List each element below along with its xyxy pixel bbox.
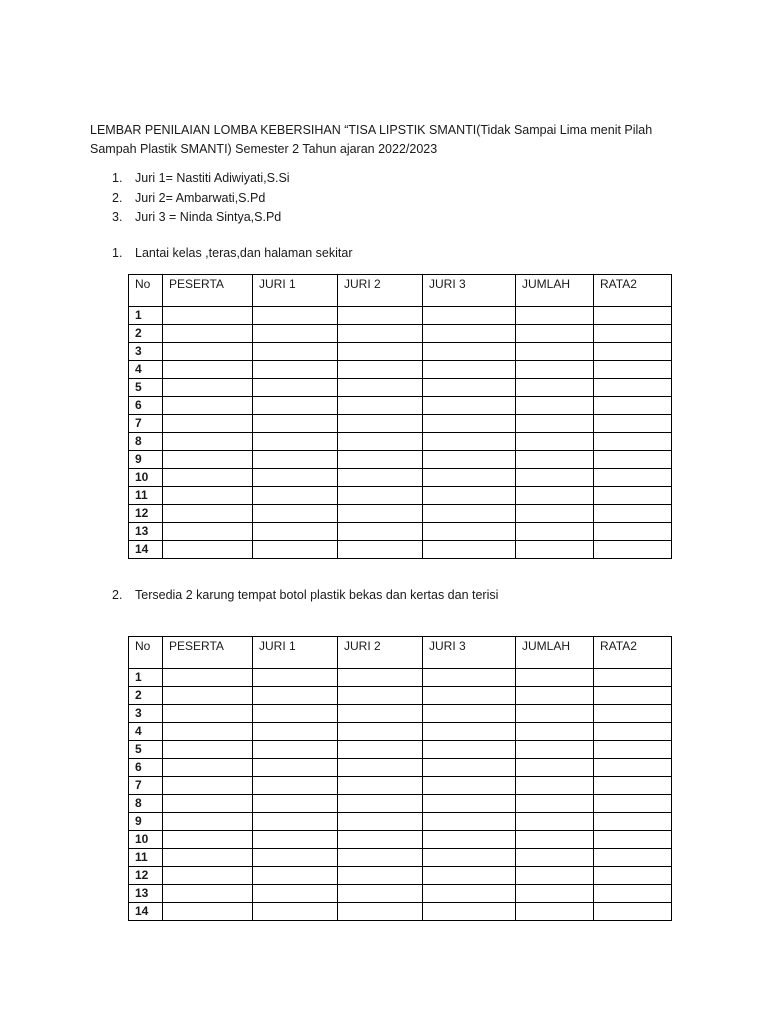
score-cell[interactable] — [253, 433, 338, 451]
score-cell[interactable] — [163, 867, 253, 885]
judge-name: Juri 3 = Ninda Sintya,S.Pd — [135, 210, 282, 224]
row-number: 13 — [129, 885, 163, 903]
table-row — [129, 487, 672, 505]
score-cell[interactable] — [516, 505, 594, 523]
score-cell[interactable] — [338, 505, 423, 523]
score-cell[interactable] — [594, 469, 672, 487]
score-cell[interactable] — [253, 343, 338, 361]
column-header: JURI 3 — [423, 637, 516, 669]
score-cell[interactable] — [423, 759, 516, 777]
score-cell[interactable] — [338, 723, 423, 741]
score-cell[interactable] — [516, 759, 594, 777]
score-cell[interactable] — [338, 433, 423, 451]
column-header: RATA2 — [594, 275, 672, 307]
score-cell[interactable] — [423, 523, 516, 541]
score-cell[interactable] — [253, 795, 338, 813]
score-cell[interactable] — [338, 541, 423, 559]
list-number: 3. — [112, 210, 123, 224]
score-cell[interactable] — [516, 813, 594, 831]
score-cell[interactable] — [516, 795, 594, 813]
score-cell[interactable] — [423, 777, 516, 795]
score-table — [128, 274, 672, 559]
score-cell[interactable] — [516, 325, 594, 343]
score-cell[interactable] — [163, 487, 253, 505]
score-cell[interactable] — [423, 867, 516, 885]
score-cell[interactable] — [253, 705, 338, 723]
section-text: Tersedia 2 karung tempat botol plastik bekas dan kertas dan terisi — [135, 588, 499, 602]
score-cell[interactable] — [516, 433, 594, 451]
score-cell[interactable] — [594, 415, 672, 433]
score-cell[interactable] — [594, 669, 672, 687]
score-cell[interactable] — [516, 307, 594, 325]
score-cell[interactable] — [423, 505, 516, 523]
score-cell[interactable] — [253, 541, 338, 559]
score-cell[interactable] — [338, 469, 423, 487]
score-cell[interactable] — [253, 397, 338, 415]
score-cell[interactable] — [338, 397, 423, 415]
column-header: JURI 1 — [253, 637, 338, 669]
score-cell[interactable] — [338, 903, 423, 921]
row-number: 2 — [129, 325, 163, 343]
score-cell[interactable] — [163, 849, 253, 867]
row-number: 10 — [129, 831, 163, 849]
score-cell[interactable] — [338, 307, 423, 325]
score-cell[interactable] — [338, 379, 423, 397]
score-cell[interactable] — [253, 505, 338, 523]
row-number: 13 — [129, 523, 163, 541]
score-cell[interactable] — [163, 325, 253, 343]
score-cell[interactable] — [423, 849, 516, 867]
score-cell[interactable] — [423, 687, 516, 705]
column-header: JURI 2 — [338, 275, 423, 307]
table-row — [129, 885, 672, 903]
score-cell[interactable] — [338, 813, 423, 831]
score-cell[interactable] — [423, 361, 516, 379]
score-cell[interactable] — [423, 307, 516, 325]
score-cell[interactable] — [338, 669, 423, 687]
section-heading — [112, 588, 498, 602]
score-cell[interactable] — [516, 705, 594, 723]
table-header-row — [129, 637, 672, 669]
score-cell[interactable] — [516, 451, 594, 469]
score-cell[interactable] — [516, 523, 594, 541]
column-header: JUMLAH — [516, 275, 594, 307]
row-number: 5 — [129, 741, 163, 759]
score-cell[interactable] — [516, 741, 594, 759]
row-number: 8 — [129, 433, 163, 451]
score-cell[interactable] — [163, 885, 253, 903]
score-cell[interactable] — [338, 415, 423, 433]
row-number: 1 — [129, 669, 163, 687]
score-cell[interactable] — [594, 885, 672, 903]
score-cell[interactable] — [594, 433, 672, 451]
column-header: JURI 3 — [423, 275, 516, 307]
score-cell[interactable] — [253, 307, 338, 325]
score-cell[interactable] — [594, 361, 672, 379]
score-cell[interactable] — [516, 885, 594, 903]
score-cell[interactable] — [594, 523, 672, 541]
score-cell[interactable] — [516, 903, 594, 921]
score-cell[interactable] — [594, 903, 672, 921]
score-cell[interactable] — [594, 687, 672, 705]
score-cell[interactable] — [338, 451, 423, 469]
score-cell[interactable] — [253, 469, 338, 487]
score-cell[interactable] — [423, 433, 516, 451]
judge-item — [112, 189, 290, 209]
column-header: PESERTA — [163, 275, 253, 307]
score-cell[interactable] — [163, 523, 253, 541]
table-row — [129, 469, 672, 487]
row-number: 14 — [129, 541, 163, 559]
score-cell[interactable] — [253, 325, 338, 343]
row-number: 11 — [129, 849, 163, 867]
column-header: JUMLAH — [516, 637, 594, 669]
score-cell[interactable] — [423, 487, 516, 505]
score-cell[interactable] — [594, 379, 672, 397]
score-cell[interactable] — [423, 415, 516, 433]
section-number: 2. — [112, 588, 123, 602]
column-header: No — [129, 637, 163, 669]
table-row — [129, 415, 672, 433]
section-number: 1. — [112, 246, 123, 260]
score-cell[interactable] — [338, 849, 423, 867]
row-number: 3 — [129, 343, 163, 361]
list-number: 2. — [112, 190, 123, 205]
table-row — [129, 451, 672, 469]
judge-item — [112, 169, 290, 189]
score-cell[interactable] — [594, 849, 672, 867]
table-row — [129, 849, 672, 867]
table-row — [129, 723, 672, 741]
score-cell[interactable] — [423, 669, 516, 687]
score-cell[interactable] — [163, 723, 253, 741]
score-cell[interactable] — [516, 469, 594, 487]
score-cell[interactable] — [594, 723, 672, 741]
table-row — [129, 361, 672, 379]
score-cell[interactable] — [423, 541, 516, 559]
row-number: 12 — [129, 505, 163, 523]
score-cell[interactable] — [163, 415, 253, 433]
score-cell[interactable] — [163, 541, 253, 559]
score-cell[interactable] — [594, 759, 672, 777]
score-cell[interactable] — [163, 433, 253, 451]
score-cell[interactable] — [594, 777, 672, 795]
score-cell[interactable] — [163, 669, 253, 687]
score-cell[interactable] — [516, 415, 594, 433]
score-cell[interactable] — [338, 759, 423, 777]
score-cell[interactable] — [423, 831, 516, 849]
column-header: JURI 2 — [338, 637, 423, 669]
table-row — [129, 397, 672, 415]
score-cell[interactable] — [253, 723, 338, 741]
table-row — [129, 705, 672, 723]
score-cell[interactable] — [163, 831, 253, 849]
score-cell[interactable] — [594, 451, 672, 469]
table-row — [129, 831, 672, 849]
row-number: 6 — [129, 759, 163, 777]
score-cell[interactable] — [594, 325, 672, 343]
score-cell[interactable] — [338, 523, 423, 541]
table-row — [129, 777, 672, 795]
score-cell[interactable] — [516, 487, 594, 505]
score-cell[interactable] — [423, 325, 516, 343]
column-header: JURI 1 — [253, 275, 338, 307]
score-cell[interactable] — [516, 777, 594, 795]
judge-name: Juri 2= Ambarwati,S.Pd — [135, 190, 266, 205]
score-cell[interactable] — [163, 777, 253, 795]
score-cell[interactable] — [594, 795, 672, 813]
score-cell[interactable] — [163, 759, 253, 777]
score-cell[interactable] — [338, 885, 423, 903]
judge-item — [112, 208, 290, 228]
score-cell[interactable] — [163, 397, 253, 415]
score-cell[interactable] — [338, 487, 423, 505]
table-row — [129, 903, 672, 921]
score-cell[interactable] — [163, 795, 253, 813]
score-cell[interactable] — [516, 361, 594, 379]
score-cell[interactable] — [516, 867, 594, 885]
score-cell[interactable] — [253, 451, 338, 469]
score-cell[interactable] — [253, 523, 338, 541]
score-cell[interactable] — [163, 813, 253, 831]
row-number: 12 — [129, 867, 163, 885]
table-row — [129, 541, 672, 559]
score-cell[interactable] — [594, 741, 672, 759]
score-cell[interactable] — [594, 397, 672, 415]
score-cell[interactable] — [163, 361, 253, 379]
row-number: 8 — [129, 795, 163, 813]
row-number: 7 — [129, 777, 163, 795]
score-cell[interactable] — [253, 903, 338, 921]
table-row — [129, 505, 672, 523]
row-number: 9 — [129, 451, 163, 469]
score-cell[interactable] — [594, 343, 672, 361]
row-number: 4 — [129, 361, 163, 379]
score-cell[interactable] — [338, 361, 423, 379]
row-number: 1 — [129, 307, 163, 325]
score-cell[interactable] — [516, 687, 594, 705]
score-cell[interactable] — [516, 669, 594, 687]
column-header: PESERTA — [163, 637, 253, 669]
table-row — [129, 687, 672, 705]
score-cell[interactable] — [253, 867, 338, 885]
score-cell[interactable] — [594, 505, 672, 523]
score-cell[interactable] — [423, 813, 516, 831]
section-text: Lantai kelas ,teras,dan halaman sekitar — [135, 246, 353, 260]
row-number: 6 — [129, 397, 163, 415]
judge-name: Juri 1= Nastiti Adiwiyati,S.Si — [135, 171, 290, 185]
score-cell[interactable] — [516, 541, 594, 559]
score-cell[interactable] — [163, 379, 253, 397]
score-cell[interactable] — [253, 415, 338, 433]
score-cell[interactable] — [423, 379, 516, 397]
table-header-row — [129, 275, 672, 307]
table-row — [129, 343, 672, 361]
table-row — [129, 433, 672, 451]
score-cell[interactable] — [594, 813, 672, 831]
score-cell[interactable] — [253, 849, 338, 867]
score-cell[interactable] — [253, 885, 338, 903]
score-cell[interactable] — [423, 885, 516, 903]
score-cell[interactable] — [338, 867, 423, 885]
score-cell[interactable] — [163, 505, 253, 523]
score-cell[interactable] — [423, 397, 516, 415]
score-cell[interactable] — [516, 723, 594, 741]
score-table — [128, 636, 672, 921]
score-cell[interactable] — [423, 795, 516, 813]
score-cell[interactable] — [516, 849, 594, 867]
table-row — [129, 741, 672, 759]
score-cell[interactable] — [163, 469, 253, 487]
score-cell[interactable] — [423, 741, 516, 759]
row-number: 7 — [129, 415, 163, 433]
score-cell[interactable] — [594, 867, 672, 885]
score-cell[interactable] — [253, 777, 338, 795]
column-header: RATA2 — [594, 637, 672, 669]
score-cell[interactable] — [163, 741, 253, 759]
score-cell[interactable] — [338, 741, 423, 759]
score-cell[interactable] — [594, 831, 672, 849]
table-row — [129, 523, 672, 541]
score-cell[interactable] — [338, 325, 423, 343]
table-row — [129, 867, 672, 885]
score-cell[interactable] — [163, 903, 253, 921]
score-cell[interactable] — [338, 687, 423, 705]
score-cell[interactable] — [338, 705, 423, 723]
row-number: 5 — [129, 379, 163, 397]
row-number: 4 — [129, 723, 163, 741]
table-row — [129, 307, 672, 325]
table-row — [129, 379, 672, 397]
score-cell[interactable] — [163, 307, 253, 325]
score-cell[interactable] — [253, 487, 338, 505]
score-cell[interactable] — [253, 361, 338, 379]
row-number: 10 — [129, 469, 163, 487]
score-cell[interactable] — [516, 379, 594, 397]
row-number: 2 — [129, 687, 163, 705]
score-cell[interactable] — [516, 397, 594, 415]
document-title: LEMBAR PENILAIAN LOMBA KEBERSIHAN “TISA LIPSTIK SMANTI(Tidak Sampai Lima menit Pilah Sampah Plastik SMANTI) Semester 2 Tahun ajaran 2022/2023 — [90, 123, 653, 156]
score-cell[interactable] — [253, 831, 338, 849]
table-row — [129, 813, 672, 831]
list-number: 1. — [112, 171, 123, 185]
score-cell[interactable] — [423, 343, 516, 361]
row-number: 3 — [129, 705, 163, 723]
score-cell[interactable] — [163, 343, 253, 361]
row-number: 14 — [129, 903, 163, 921]
score-cell[interactable] — [423, 903, 516, 921]
score-cell[interactable] — [338, 795, 423, 813]
row-number: 11 — [129, 487, 163, 505]
score-cell[interactable] — [338, 777, 423, 795]
score-cell[interactable] — [253, 813, 338, 831]
score-cell[interactable] — [423, 723, 516, 741]
table-row — [129, 669, 672, 687]
score-cell[interactable] — [423, 469, 516, 487]
score-cell[interactable] — [594, 307, 672, 325]
table-row — [129, 325, 672, 343]
table-row — [129, 795, 672, 813]
score-cell[interactable] — [423, 451, 516, 469]
score-cell[interactable] — [423, 705, 516, 723]
score-cell[interactable] — [594, 541, 672, 559]
score-cell[interactable] — [516, 831, 594, 849]
score-cell[interactable] — [338, 343, 423, 361]
table-row — [129, 759, 672, 777]
judge-list — [112, 169, 290, 228]
score-cell[interactable] — [253, 687, 338, 705]
score-cell[interactable] — [163, 705, 253, 723]
score-cell[interactable] — [163, 451, 253, 469]
score-cell[interactable] — [253, 741, 338, 759]
score-cell[interactable] — [594, 487, 672, 505]
score-cell[interactable] — [253, 379, 338, 397]
score-cell[interactable] — [338, 831, 423, 849]
score-cell[interactable] — [594, 705, 672, 723]
score-cell[interactable] — [253, 669, 338, 687]
score-cell[interactable] — [516, 343, 594, 361]
row-number: 9 — [129, 813, 163, 831]
section-heading — [112, 246, 353, 260]
column-header: No — [129, 275, 163, 307]
score-cell[interactable] — [163, 687, 253, 705]
score-cell[interactable] — [253, 759, 338, 777]
